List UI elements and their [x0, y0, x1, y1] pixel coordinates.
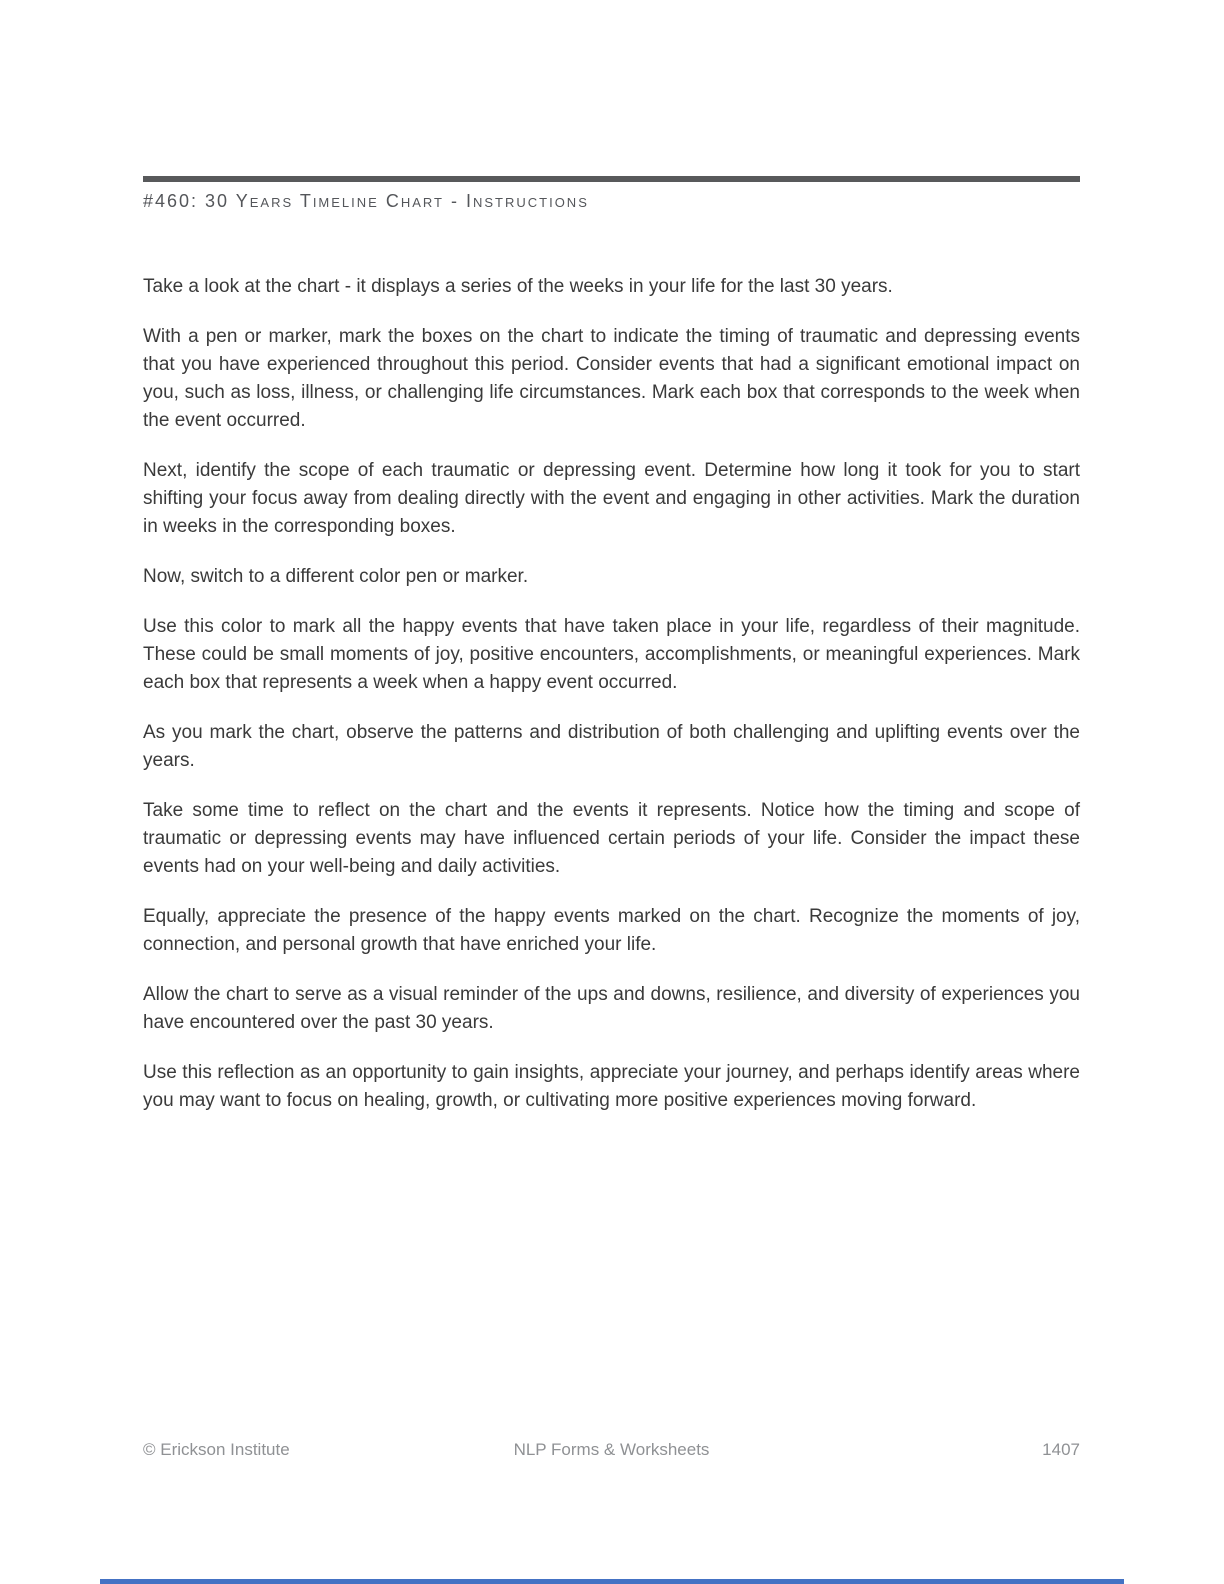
instruction-paragraph: Allow the chart to serve as a visual reminder of the ups and downs, resilience, and diversity of experiences you have encountered over the past 30 years.	[143, 984, 1080, 1033]
instruction-paragraph: With a pen or marker, mark the boxes on the chart to indicate the timing of traumatic and depressing events that you have experienced throughout this period. Consider events that had a significant emotional impact on you, such as loss, illness, or challenging life circumstances. Mark each box that corresponds to the week when the event occurred.	[143, 326, 1080, 431]
page-title: #460: 30 Years Timeline Chart - Instructions	[143, 191, 589, 211]
page-content	[143, 0, 1080, 1137]
instruction-paragraph: Take a look at the chart - it displays a series of the weeks in your life for the last 30 years.	[143, 276, 893, 297]
bottom-accent-bar	[100, 1579, 1124, 1584]
instruction-paragraph: As you mark the chart, observe the patterns and distribution of both challenging and uplifting events over the years.	[143, 722, 1080, 771]
instruction-paragraph: Now, switch to a different color pen or marker.	[143, 566, 529, 587]
footer	[143, 1438, 1080, 1462]
footer-page-number: 1407	[1042, 1440, 1080, 1459]
instruction-paragraph: Equally, appreciate the presence of the happy events marked on the chart. Recognize the moments of joy, connection, and personal growth that have enriched your life.	[143, 906, 1080, 955]
instruction-paragraph: Take some time to reflect on the chart and the events it represents. Notice how the timing and scope of traumatic or depressing events may have influenced certain periods of your life. Consider the impact these events had on your well-being and daily activities.	[143, 800, 1080, 877]
footer-doc-title: NLP Forms & Worksheets	[513, 1440, 710, 1459]
instruction-paragraph: Use this color to mark all the happy events that have taken place in your life, regardless of their magnitude. These could be small moments of joy, positive encounters, accomplishments, or meaningful experiences. Mark each box that represents a week when a happy event occurred.	[143, 616, 1080, 693]
header-rule	[143, 176, 1080, 182]
footer-copyright: © Erickson Institute	[143, 1440, 290, 1459]
instruction-paragraph: Next, identify the scope of each traumatic or depressing event. Determine how long it took for you to start shifting your focus away from dealing directly with the event and engaging in other activities. Mark the duration in weeks in the corresponding boxes.	[143, 460, 1080, 537]
instructions-body	[143, 273, 1080, 1115]
instruction-paragraph: Use this reflection as an opportunity to gain insights, appreciate your journey, and perhaps identify areas where you may want to focus on healing, growth, or cultivating more positive experiences moving forward.	[143, 1062, 1080, 1111]
